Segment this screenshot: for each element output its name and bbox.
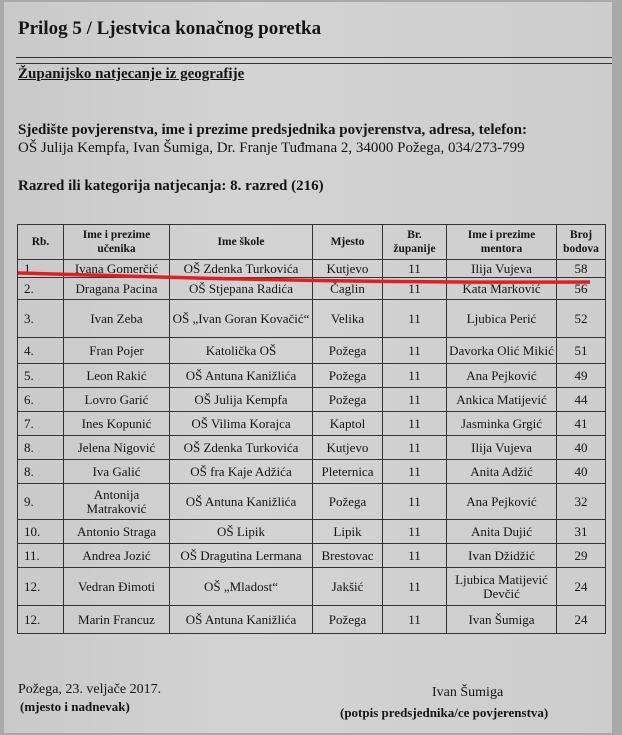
table-cell: 11 bbox=[383, 544, 447, 568]
table-cell: OŠ Antuna Kanižlića bbox=[170, 606, 313, 634]
table-cell: 8. bbox=[18, 436, 64, 460]
table-cell: Lipik bbox=[313, 520, 383, 544]
table-cell: Leon Rakić bbox=[64, 364, 170, 388]
table-cell: 10. bbox=[18, 520, 64, 544]
table-cell: Požega bbox=[313, 338, 383, 364]
table-cell: 44 bbox=[557, 388, 606, 412]
table-cell: Ivan Džidžić bbox=[447, 544, 557, 568]
table-cell: OŠ Zdenka Turkovića bbox=[170, 436, 313, 460]
table-cell: Pleternica bbox=[313, 460, 383, 484]
table-cell: Ivan Šumiga bbox=[447, 606, 557, 634]
table-cell: Iva Galić bbox=[64, 460, 170, 484]
table-cell: 11 bbox=[383, 460, 447, 484]
col-header: Mjesto bbox=[313, 225, 383, 260]
table-row bbox=[18, 388, 606, 412]
document-page bbox=[4, 2, 612, 733]
table-cell: Kaptol bbox=[313, 412, 383, 436]
table-cell: Ivan Zeba bbox=[64, 300, 170, 338]
table-cell: 51 bbox=[557, 338, 606, 364]
table-cell: Andrea Jozić bbox=[64, 544, 170, 568]
table-cell: Fran Pojer bbox=[64, 338, 170, 364]
table-row bbox=[18, 436, 606, 460]
table-cell: 40 bbox=[557, 436, 606, 460]
table-row bbox=[18, 520, 606, 544]
table-cell: 7. bbox=[18, 412, 64, 436]
table-cell: 3. bbox=[18, 300, 64, 338]
table-header-row bbox=[18, 225, 606, 260]
title-divider bbox=[16, 57, 612, 58]
class-category: Razred ili kategorija natjecanja: 8. razred (216) bbox=[18, 178, 324, 194]
table-row bbox=[18, 460, 606, 484]
table-cell: Ljubica Matijević Devčić bbox=[447, 568, 557, 606]
table-row bbox=[18, 338, 606, 364]
seat-value: OŠ Julija Kempfa, Ivan Šumiga, Dr. Franje Tuđmana 2, 34000 Požega, 034/273-799 bbox=[18, 140, 525, 156]
table-row bbox=[18, 364, 606, 388]
table-cell: Lovro Garić bbox=[64, 388, 170, 412]
table-cell: 8. bbox=[18, 460, 64, 484]
table-cell: Požega bbox=[313, 364, 383, 388]
table-cell: Dragana Pacina bbox=[64, 278, 170, 300]
table-cell: OŠ „Mladost“ bbox=[170, 568, 313, 606]
table-cell: Marin Francuz bbox=[64, 606, 170, 634]
table-cell: Čaglin bbox=[313, 278, 383, 300]
table-cell: 11 bbox=[383, 364, 447, 388]
col-header: Ime i prezime mentora bbox=[447, 225, 557, 260]
table-cell: 11. bbox=[18, 544, 64, 568]
document-title: Prilog 5 / Ljestvica konačnog poretka bbox=[18, 18, 322, 39]
table-cell: Ivana Gomerčić bbox=[64, 260, 170, 278]
table-cell: Ankica Matijević bbox=[447, 388, 557, 412]
table-cell: Ljubica Perić bbox=[447, 300, 557, 338]
col-header: Broj bodova bbox=[557, 225, 606, 260]
table-cell: 11 bbox=[383, 568, 447, 606]
table-row bbox=[18, 606, 606, 634]
seat-label: Sjedište povjerenstva, ime i prezime predsjednika povjerenstva, adresa, telefon: bbox=[18, 122, 527, 138]
col-header: Rb. bbox=[18, 225, 64, 260]
table-cell: 29 bbox=[557, 544, 606, 568]
table-cell: Brestovac bbox=[313, 544, 383, 568]
table-cell: 32 bbox=[557, 484, 606, 520]
table-cell: 11 bbox=[383, 278, 447, 300]
table-cell: OŠ Dragutina Lermana bbox=[170, 544, 313, 568]
table-cell: 11 bbox=[383, 436, 447, 460]
table-row bbox=[18, 484, 606, 520]
col-header: Br. županije bbox=[383, 225, 447, 260]
table-cell: Ana Pejković bbox=[447, 484, 557, 520]
table-cell: Kutjevo bbox=[313, 436, 383, 460]
table-cell: 24 bbox=[557, 606, 606, 634]
table-row bbox=[18, 260, 606, 278]
results-table bbox=[17, 224, 606, 634]
table-cell: Jasminka Grgić bbox=[447, 412, 557, 436]
table-row bbox=[18, 412, 606, 436]
table-cell: OŠ Vilima Korajca bbox=[170, 412, 313, 436]
col-header: Ime i prezime učenika bbox=[64, 225, 170, 260]
table-cell: 11 bbox=[383, 606, 447, 634]
table-cell: Katolička OŠ bbox=[170, 338, 313, 364]
table-row bbox=[18, 544, 606, 568]
place-date-label: (mjesto i nadnevak) bbox=[20, 699, 130, 714]
table-cell: Ana Pejković bbox=[447, 364, 557, 388]
signature-name: Ivan Šumiga bbox=[432, 685, 504, 700]
table-cell: Požega bbox=[313, 388, 383, 412]
table-row bbox=[18, 300, 606, 338]
table-cell: 40 bbox=[557, 460, 606, 484]
table-cell: Jakšić bbox=[313, 568, 383, 606]
table-cell: OŠ Stjepana Radića bbox=[170, 278, 313, 300]
table-cell: Požega bbox=[313, 606, 383, 634]
table-cell: 6. bbox=[18, 388, 64, 412]
table-cell: OŠ fra Kaje Adžića bbox=[170, 460, 313, 484]
place-date: Požega, 23. veljače 2017. bbox=[18, 682, 162, 697]
table-cell: Kata Marković bbox=[447, 278, 557, 300]
table-cell: 11 bbox=[383, 484, 447, 520]
table-cell: Anita Dujić bbox=[447, 520, 557, 544]
table-cell: 2. bbox=[18, 278, 64, 300]
table-row bbox=[18, 568, 606, 606]
table-cell: OŠ Lipik bbox=[170, 520, 313, 544]
table-cell: 58 bbox=[557, 260, 606, 278]
table-cell: 31 bbox=[557, 520, 606, 544]
table-cell: OŠ Julija Kempfa bbox=[170, 388, 313, 412]
table-cell: 56 bbox=[557, 278, 606, 300]
table-cell: 11 bbox=[383, 260, 447, 278]
table-cell: 11 bbox=[383, 388, 447, 412]
table-cell: Velika bbox=[313, 300, 383, 338]
competition-name: Županijsko natjecanje iz geografije bbox=[18, 66, 245, 82]
table-cell: 12. bbox=[18, 606, 64, 634]
table-cell: 24 bbox=[557, 568, 606, 606]
table-cell: 1. bbox=[18, 260, 64, 278]
table-cell: Davorka Olić Mikić bbox=[447, 338, 557, 364]
table-cell: OŠ Antuna Kanižlića bbox=[170, 484, 313, 520]
table-cell: 9. bbox=[18, 484, 64, 520]
table-cell: Požega bbox=[313, 484, 383, 520]
table-cell: Antonija Matraković bbox=[64, 484, 170, 520]
table-cell: OŠ Zdenka Turkovića bbox=[170, 260, 313, 278]
table-cell: 11 bbox=[383, 520, 447, 544]
table-cell: Ilija Vujeva bbox=[447, 260, 557, 278]
title-divider-2 bbox=[16, 63, 612, 64]
table-row bbox=[18, 278, 606, 300]
table-cell: Ilija Vujeva bbox=[447, 436, 557, 460]
table-cell: 11 bbox=[383, 338, 447, 364]
col-header: Ime škole bbox=[170, 225, 313, 260]
table-cell: 49 bbox=[557, 364, 606, 388]
table-cell: 41 bbox=[557, 412, 606, 436]
table-cell: 11 bbox=[383, 412, 447, 436]
signature-label: (potpis predsjednika/ce povjerenstva) bbox=[340, 705, 549, 720]
table-cell: Vedran Đimoti bbox=[64, 568, 170, 606]
table-cell: 4. bbox=[18, 338, 64, 364]
table-cell: 5. bbox=[18, 364, 64, 388]
table-cell: Anita Adžić bbox=[447, 460, 557, 484]
table-cell: Antonio Straga bbox=[64, 520, 170, 544]
table-cell: OŠ Antuna Kanižlića bbox=[170, 364, 313, 388]
table-cell: 12. bbox=[18, 568, 64, 606]
table-cell: 11 bbox=[383, 300, 447, 338]
table-cell: Ines Kopunić bbox=[64, 412, 170, 436]
table-cell: Jelena Nigović bbox=[64, 436, 170, 460]
table-cell: 52 bbox=[557, 300, 606, 338]
table-cell: Kutjevo bbox=[313, 260, 383, 278]
table-cell: OŠ „Ivan Goran Kovačić“ bbox=[170, 300, 313, 338]
